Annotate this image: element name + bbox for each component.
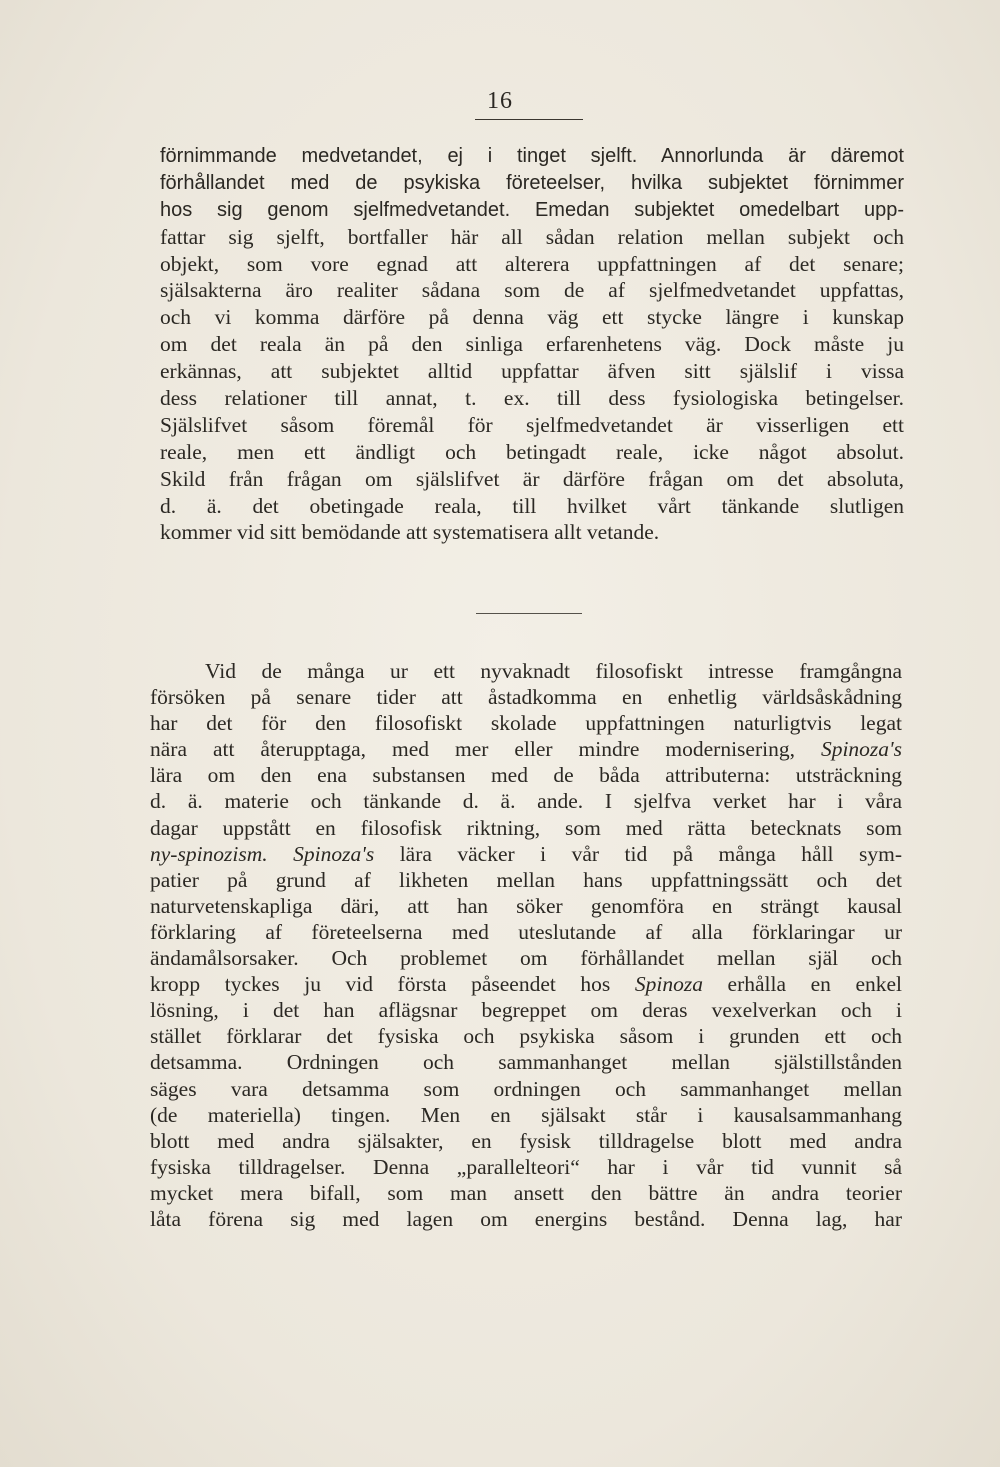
text-line (150, 971, 902, 997)
text-line: reale, men ett ändligt och betingadt reale, icke något absolut. (160, 439, 904, 464)
text-line: försöken på senare tider att åstadkomma en enhetlig världsåskådning (150, 685, 902, 710)
text-line: Själslifvet såsom föremål för sjelfmedvetandet är visserligen ett (160, 412, 904, 437)
text-line: har det för den filosofiskt skolade uppfattningen naturligtvis legat (150, 711, 902, 736)
text-line: ändamålsorsaker. Och problemet om förhållandet mellan själ och (150, 946, 902, 971)
text-line: dess relationer till annat, t. ex. till dess fysiologiska betingelser. (160, 386, 904, 411)
header-rule (475, 119, 583, 120)
text-segment: erhålla en enkel (727, 972, 903, 997)
page-number: 16 (487, 88, 513, 114)
italic-term: ny-spinozism. (150, 841, 268, 866)
text-line: fysiska tilldragelser. Denna „parallelteori“ har i vår tid vunnit så (150, 1154, 902, 1179)
text-line (150, 841, 902, 867)
text-line: Vid de många ur ett nyvaknadt filosofiskt intresse framgångna (205, 659, 902, 683)
text-line: och vi komma därföre på denna väg ett stycke längre i kunskap (160, 305, 904, 330)
text-segment: kropp tyckes ju vid första påseendet hos (150, 972, 611, 997)
text-segment: lära väcker i vår tid på många håll sym- (399, 841, 902, 866)
text-line: dagar uppstått en filosofisk riktning, som med rätta betecknats som (150, 815, 902, 840)
italic-name: Spinoza's (293, 841, 375, 866)
text-line: naturvetenskapliga däri, att han söker genomföra en strängt kausal (150, 893, 902, 918)
text-line: förnimmande medvetandet, ej i tinget sjelft. Annorlunda är däremot (160, 145, 904, 167)
text-line: säges vara detsamma som ordningen och sammanhanget mellan (150, 1076, 902, 1101)
text-line: patier på grund af likheten mellan hans uppfattningssätt och det (150, 867, 902, 892)
text-line: d. ä. materie och tänkande d. ä. ande. I sjelfva verket har i våra (150, 789, 902, 814)
text-line: hos sig genom sjelfmedvetandet. Emedan subjektet omedelbart upp- (160, 198, 904, 221)
text-line: mycket mera bifall, som man ansett den bättre än andra teorier (150, 1180, 902, 1205)
text-line: erkännas, att subjektet alltid uppfattar äfven sitt själslif i vissa (160, 359, 904, 384)
text-line: d. ä. det obetingade reala, till hvilket vårt tänkande slutligen (160, 493, 904, 518)
italic-name: Spinoza's (820, 737, 902, 762)
text-line: låta förena sig med lagen om energins bestånd. Denna lag, har (150, 1206, 902, 1231)
paragraph-1 (160, 143, 904, 546)
text-line: förhållandet med de psykiska företeelser, hvilka subjektet förnimmer (160, 171, 904, 194)
text-line: fattar sig sjelft, bortfaller här all sådan relation mellan subjekt och (160, 224, 904, 249)
text-line: (de materiella) tingen. Men en själsakt står i kausalsammanhang (150, 1102, 902, 1127)
text-line: lösning, i det han aflägsnar begreppet om deras vexelverkan och i (150, 998, 902, 1023)
italic-name: Spinoza (634, 972, 703, 997)
text-line: om det reala än på den sinliga erfarenhetens väg. Dock måste ju (160, 332, 904, 357)
text-line: blott med andra själsakter, en fysisk tilldragelse blott med andra (150, 1128, 902, 1153)
text-line: objekt, som vore egnad att alterera uppfattningen af det senare; (160, 251, 904, 276)
text-segment: nära att återupptaga, med mer eller mindre modernisering, (150, 737, 795, 762)
text-line: Skild från frågan om själslifvet är därföre frågan om det absoluta, (160, 466, 904, 491)
section-divider (476, 613, 582, 614)
text-line: kommer vid sitt bemödande att systematisera allt vetande. (160, 520, 660, 545)
text-line: stället förklarar det fysiska och psykiska såsom i grunden ett och (150, 1024, 902, 1049)
text-line: lära om den ena substansen med de båda attributerna: utsträckning (150, 763, 902, 788)
text-line: detsamma. Ordningen och sammanhanget mellan själstillstånden (150, 1050, 902, 1075)
text-line: förklaring af företeelserna med uteslutande af alla förklaringar ur (150, 919, 902, 944)
paragraph-2 (150, 658, 902, 1232)
text-line: själsakterna äro realiter sådana som de af sjelfmedvetandet uppfattas, (160, 278, 904, 303)
text-line (150, 736, 902, 762)
